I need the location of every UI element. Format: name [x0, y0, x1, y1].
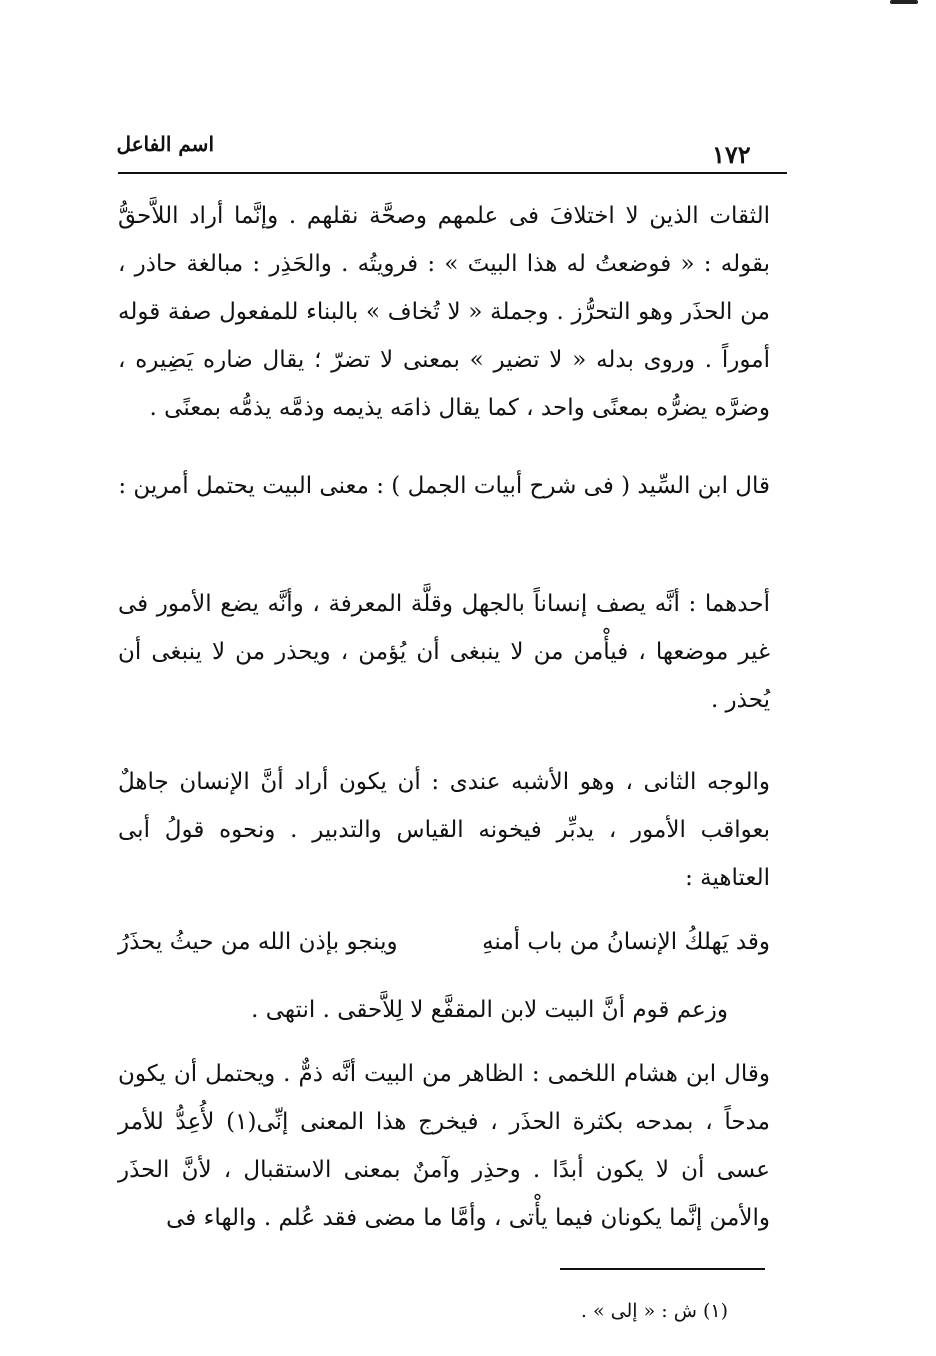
page-number: ١٧٢: [712, 140, 751, 169]
verse-first-hemistich: وقد يَهلكُ الإنسانُ من باب أمنهِ: [482, 929, 770, 955]
paragraph-5: وقال ابن هشام اللخمى : الظاهر من البيت أنَّه ذمٌّ . ويحتمل أن يكون مدحاً ، بمدحه بكثرة الحذَر ، فيخرج هذا المعنى إنِّى(١) لأُعِدُّ للأمر عسى أن لا يكون أبدًا . وحذِر وآمنٌ بمعنى الاستقبال ، لأنَّ الحذَر والأمن إنَّما يكونان فيما يأْتى ، وأمَّا ما مضى فقد عُلم . والهاء فى: [118, 1061, 770, 1231]
footnote-divider: [560, 1268, 765, 1270]
header-divider: [118, 172, 787, 174]
paragraph-1: الثقات الذين لا اختلافَ فى علمهم وصحَّة نقلهم . وإنَّما أراد اللاَّحقُّ بقوله : « فوضعتُ له هذا البيتَ » : فرويتُه . والحَذِر : مبالغة حاذر ، من الحذَر وهو التحرُّز . وجملة « لا تُخاف » بالبناء للمفعول صفة قوله أموراً . وروى بدله « لا تضير » بمعنى لا تضرّ ؛ يقال ضاره يَضِيره ، وضرَّه يضرُّه بمعنًى واحد ، كما يقال ذامَه يذيمه وذمَّه يذمُّه بمعنًى .: [118, 203, 770, 421]
paragraph-3: أحدهما : أنَّه يصف إنساناً بالجهل وقلَّة المعرفة ، وأنَّه يضع الأمور فى غير موضعها ، فيأْمن من لا ينبغى أن يُؤمن ، ويحذر من لا ينبغى أن يُحذر .: [118, 591, 770, 713]
verse-second-hemistich: وينجو بإذن الله من حيثُ يحذَرُ: [118, 929, 398, 955]
poem-verse: [118, 918, 770, 966]
verse-commentary: وزعم قوم أنَّ البيت لابن المقفَّع لا لِلاَّحقى . انتهى .: [251, 997, 728, 1023]
paragraph-4: والوجه الثانى ، وهو الأشبه عندى : أن يكون أراد أنَّ الإنسان جاهلٌ بعواقب الأمور ، يدبِّر فيخونه القياس والتدبير . ونحوه قولُ أبى العتاهية :: [118, 769, 770, 891]
paragraph-2: قال ابن السِّيد ( فى شرح أبيات الجمل ) : معنى البيت يحتمل أمرين :: [118, 473, 770, 499]
scan-mark: [890, 0, 918, 4]
running-header-title: اسم الفاعل: [116, 132, 214, 156]
footnote: (١) ش : « إلى » .: [580, 1300, 728, 1322]
